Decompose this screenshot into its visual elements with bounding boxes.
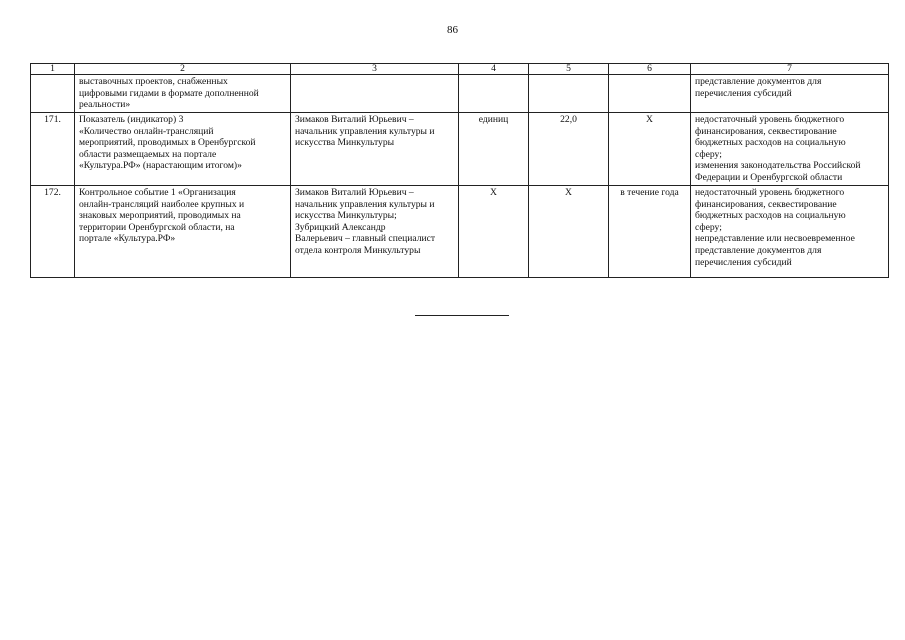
event-description: Показатель (индикатор) 3 «Количество онлайн-трансляций мероприятий, проводимых в Оренбургской области размещаемых на портале «Культура.РФ» (нарастающим итогом)»	[75, 113, 291, 186]
header-cell: 2	[75, 64, 291, 75]
responsible-person: Зимаков Виталий Юрьевич – начальник управления культуры и искусства Минкультуры	[291, 113, 459, 186]
event-description: Контрольное событие 1 «Организация онлайн-трансляций наиболее крупных и знаковых мероприятий, проводимых на территории Оренбургской области, на портале «Культура.РФ»	[75, 186, 291, 278]
unit-cell: X	[459, 186, 529, 278]
header-cell: 5	[529, 64, 609, 75]
table-row	[31, 75, 889, 113]
value-cell	[529, 75, 609, 113]
responsible-person: Зимаков Виталий Юрьевич – начальник управления культуры и искусства Минкультуры; Зубрицкий Александр Валерьевич – главный специалист отдела контроля Минкультуры	[291, 186, 459, 278]
table-header-row	[31, 64, 889, 75]
risk-cell: недостаточный уровень бюджетного финансирования, секвестирование бюджетных расходов на социальную сферу; непредставление или несвоевременное представление документов для перечисления субсидий	[691, 186, 889, 278]
row-number	[31, 75, 75, 113]
value-cell: 22,0	[529, 113, 609, 186]
unit-cell: единиц	[459, 113, 529, 186]
row-number: 171.	[31, 113, 75, 186]
header-cell: 3	[291, 64, 459, 75]
end-divider	[415, 315, 509, 316]
deadline-cell: X	[609, 113, 691, 186]
unit-cell	[459, 75, 529, 113]
value-cell: X	[529, 186, 609, 278]
deadline-cell	[609, 75, 691, 113]
row-number: 172.	[31, 186, 75, 278]
header-cell: 6	[609, 64, 691, 75]
deadline-cell: в течение года	[609, 186, 691, 278]
risk-cell: недостаточный уровень бюджетного финансирования, секвестирование бюджетных расходов на социальную сферу; изменения законодательства Российской Федерации и Оренбургской области	[691, 113, 889, 186]
header-cell: 7	[691, 64, 889, 75]
table-row	[31, 113, 889, 186]
table-row	[31, 186, 889, 278]
responsible-person	[291, 75, 459, 113]
header-cell: 4	[459, 64, 529, 75]
risk-cell: представление документов для перечисления субсидий	[691, 75, 889, 113]
event-description: выставочных проектов, снабженных цифровыми гидами в формате дополненной реальности»	[75, 75, 291, 113]
page-number: 86	[447, 24, 458, 36]
header-cell: 1	[31, 64, 75, 75]
data-table	[30, 63, 889, 278]
